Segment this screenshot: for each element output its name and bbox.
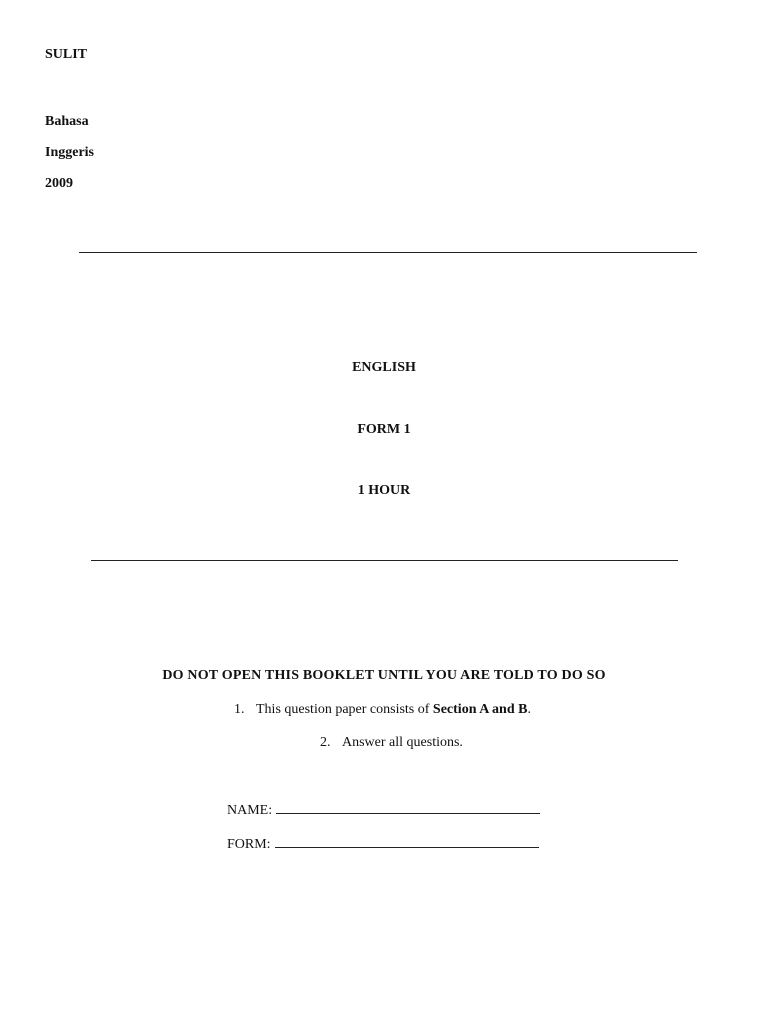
do-not-open-warning: DO NOT OPEN THIS BOOKLET UNTIL YOU ARE TOLD TO DO SO — [162, 668, 606, 683]
instruction-item-1 — [234, 702, 531, 718]
instruction-number: 2. — [320, 735, 331, 750]
form-label: FORM: — [227, 837, 271, 852]
bottom-divider — [91, 560, 678, 561]
name-blank-line[interactable] — [276, 801, 540, 814]
exam-duration-title: 1 HOUR — [357, 483, 411, 498]
instruction-text: Answer all questions. — [342, 735, 463, 750]
instruction-text: This question paper consists of — [256, 702, 433, 717]
instruction-emphasis: Section A and B — [432, 702, 528, 717]
form-blank-line[interactable] — [275, 835, 539, 848]
name-field-row — [227, 801, 540, 819]
subject-line-2: Inggeris — [45, 145, 94, 160]
instruction-item-2 — [320, 735, 463, 751]
subject-line-1: Bahasa — [45, 114, 89, 129]
exam-subject-title: ENGLISH — [352, 360, 416, 375]
form-field-row — [227, 835, 539, 853]
instruction-number: 1. — [234, 702, 245, 717]
exam-year: 2009 — [45, 176, 73, 191]
exam-form-title: FORM 1 — [357, 422, 411, 437]
instruction-punctuation: . — [527, 702, 531, 717]
classification-label: SULIT — [45, 47, 88, 62]
name-label: NAME: — [227, 803, 273, 818]
top-divider — [79, 252, 697, 253]
